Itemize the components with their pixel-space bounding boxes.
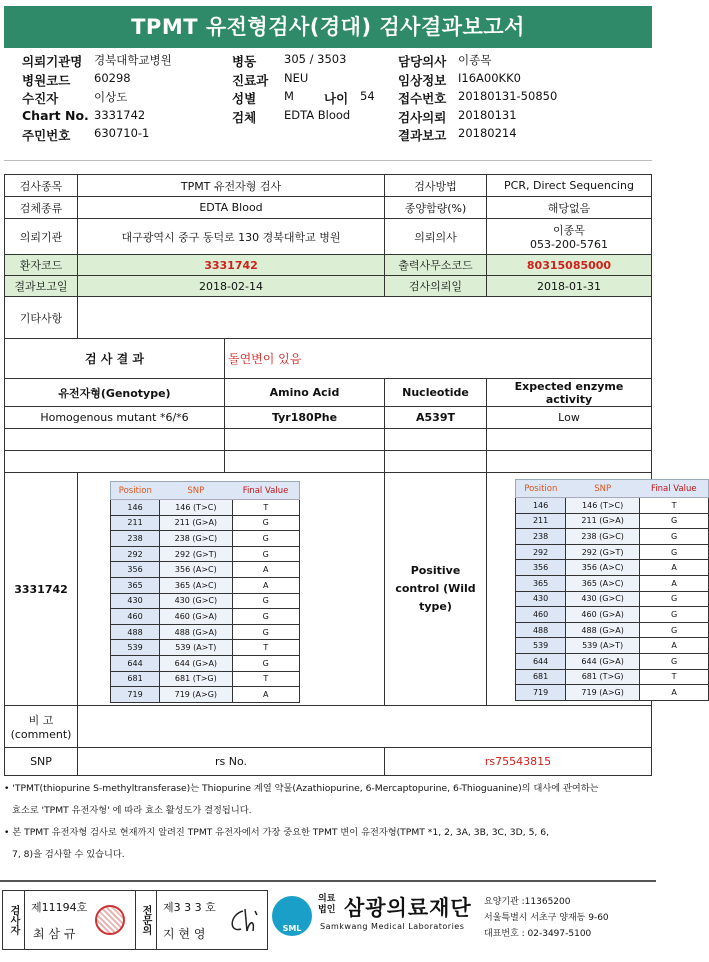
snp-cell: G: [640, 513, 709, 529]
snp-cell: 488: [111, 624, 160, 640]
snp-row: [516, 638, 709, 654]
snp-row: [516, 685, 709, 701]
sex-label: 성별: [232, 91, 257, 106]
snp-row: [516, 529, 709, 545]
snp-cell: T: [232, 500, 299, 516]
amino-value: Tyr180Phe: [225, 407, 385, 429]
method-label: 검사방법: [385, 175, 487, 197]
snp-row: [516, 653, 709, 669]
footer: [0, 880, 656, 952]
age-label: 나이: [324, 91, 349, 106]
snp-cell: 430: [516, 591, 566, 607]
snp-cell: 430 (G>C): [160, 593, 232, 609]
specimen-label: 검체: [232, 109, 257, 125]
snp-cell: 644 (G>A): [160, 655, 232, 671]
ward-value: 305 / 3503: [284, 52, 347, 66]
header-info: [22, 52, 642, 145]
hospital-label: 의뢰기관명: [22, 54, 83, 69]
snp-cell: 238: [516, 529, 566, 545]
result-value: 돌연변이 있음: [225, 339, 652, 379]
snp-cell: 356: [516, 560, 566, 576]
expert-no: 제3 3 3 호: [163, 901, 216, 914]
snp-cell: 238 (G>C): [160, 531, 232, 547]
snp-table-patient: [110, 481, 300, 703]
contact-block: [484, 894, 609, 942]
snp-row: [111, 593, 300, 609]
id-label: 주민번호: [22, 128, 71, 143]
snp-cell: 488 (G>A): [160, 624, 232, 640]
dept-value: NEU: [284, 70, 309, 85]
method-value: PCR, Direct Sequencing: [487, 175, 652, 197]
col-nucleo: Nucleotide: [385, 379, 487, 407]
snp-cell: 539 (A>T): [160, 640, 232, 656]
report-title: TPMT 유전형검사(경대) 검사결과보고서: [4, 6, 652, 48]
pcode-value: 3331742: [78, 255, 385, 276]
item-label: 검사종목: [5, 175, 78, 197]
snp-cell: G: [232, 515, 299, 531]
snp-cell: 681: [516, 669, 566, 685]
address: 서울특별시 서초구 양재동 9-60: [484, 913, 609, 923]
chart-value: 3331742: [94, 107, 146, 122]
snp-cell: 211 (G>A): [566, 513, 640, 529]
snp-cell: G: [232, 624, 299, 640]
snp-cell: G: [640, 622, 709, 638]
age-value: 54: [360, 89, 375, 103]
snp-cell: T: [640, 669, 709, 685]
snp-row: [516, 544, 709, 560]
snp-cell: 719: [516, 685, 566, 701]
snp-cell: 460: [516, 607, 566, 623]
snp-row: [111, 609, 300, 625]
doctor-value: 이종목: [458, 53, 492, 67]
tumor-label: 종양함량(%): [385, 197, 487, 219]
note-line: 효소로 'TPMT 유전자형' 에 따라 효소 활성도가 결정됩니다.: [12, 805, 252, 816]
snp-row: [111, 562, 300, 578]
snp-cell: 146 (T>C): [160, 500, 232, 516]
snp-cell: G: [232, 655, 299, 671]
snp-cell: A: [232, 687, 299, 703]
result-table: [4, 174, 697, 776]
snp-cell: A: [640, 685, 709, 701]
reqday-label: 검사의뢰일: [385, 276, 487, 297]
pcode-label: 환자코드: [5, 255, 78, 276]
col-genotype: 유전자형(Genotype): [5, 379, 225, 407]
snp-cell: A: [640, 638, 709, 654]
signature-icon: [225, 905, 261, 937]
snp-row: [516, 513, 709, 529]
org-prefix: 의료법인: [318, 894, 336, 915]
snp-row: [516, 622, 709, 638]
snp-cell: G: [232, 546, 299, 562]
snp-cell: 356: [111, 562, 160, 578]
reqdate-value: 20180131: [458, 107, 517, 122]
note-line: • 본 TPMT 유전자형 검사로 현재까지 알려진 TPMT 유전자에서 가장 중요한 TPMT 변이 유전자형(TPMT *1, 2, 3A, 3B, 3C, 3D, 5, 6,: [4, 827, 550, 838]
snp-cell: 681 (T>G): [160, 671, 232, 687]
specimen-value: EDTA Blood: [284, 107, 351, 122]
snp-sample-id: 3331742: [5, 473, 78, 706]
snp-cell: 539: [111, 640, 160, 656]
genotype-value: Homogenous mutant *6/*6: [5, 407, 225, 429]
snp-cell: G: [232, 609, 299, 625]
ward-label: 병동: [232, 54, 257, 69]
snp-cell: 238 (G>C): [566, 529, 640, 545]
repdate-label: 결과보고: [398, 128, 447, 143]
reqdoc-value: 이종목 053-200-5761: [487, 219, 652, 255]
nucleo-value: A539T: [385, 407, 487, 429]
snp-cell: 292: [111, 546, 160, 562]
snp-cell: 539: [516, 638, 566, 654]
clinical-label: 임상정보: [398, 72, 447, 88]
snp-header-cell: SNP: [566, 480, 640, 498]
inst-value: 대구광역시 중구 동덕로 130 경북대학교 병원: [78, 219, 385, 255]
sample-value: EDTA Blood: [78, 197, 385, 219]
snp-cell: 488 (G>A): [566, 622, 640, 638]
snp-cell: 539 (A>T): [566, 638, 640, 654]
snp-cell: 460 (G>A): [566, 607, 640, 623]
phone: 대표번호 : 02-3497-5100: [484, 929, 592, 939]
snp-row: [111, 655, 300, 671]
snp-header-cell: Position: [111, 482, 160, 500]
snp-cell: 211 (G>A): [160, 515, 232, 531]
outcode-value: 80315085000: [487, 255, 652, 276]
snp-cell: 365: [516, 575, 566, 591]
snp-cell: 681 (T>G): [566, 669, 640, 685]
id-value: 630710-1: [94, 126, 150, 140]
note-line: • 'TPMT(thiopurine S-methyltransferase)는 Thiopurine 계열 약물(Azathiopurine, 6-Mercaptopurine, 6-Thioguanine)의 대사에 관여하는: [4, 783, 599, 794]
snp-cell: 719 (A>G): [566, 685, 640, 701]
snp-cell: 430: [111, 593, 160, 609]
snp-row: [516, 575, 709, 591]
snp-header-cell: Final Value: [232, 482, 299, 500]
snp-row: [516, 498, 709, 514]
dept-label: 진료과: [232, 72, 269, 88]
snp-row: [111, 515, 300, 531]
org-name: 삼광의료재단: [344, 896, 472, 920]
repdate-value: 20180214: [458, 126, 517, 140]
snp-row: [111, 687, 300, 703]
snp-cell: G: [640, 653, 709, 669]
chart-label: Chart No.: [22, 107, 89, 123]
snp-cell: 644 (G>A): [566, 653, 640, 669]
seal-stamp: [95, 905, 125, 935]
snp-row: [111, 500, 300, 516]
comment-label: 비 고 (comment): [5, 706, 78, 748]
snp-cell: G: [232, 593, 299, 609]
doctor-label: 담당의사: [398, 54, 447, 69]
receipt-value: 20180131-50850: [458, 89, 558, 103]
hospcode-label: 병원코드: [22, 72, 71, 88]
receipt-label: 접수번호: [398, 91, 447, 106]
snp-label: SNP: [5, 748, 78, 776]
reqdoc-label: 의뢰의사: [385, 219, 487, 255]
snp-row: [111, 671, 300, 687]
snp-cell: 430 (G>C): [566, 591, 640, 607]
rs-label: rs No.: [78, 748, 385, 776]
snp-cell: 238: [111, 531, 160, 547]
receiver-label: 수진자: [22, 91, 59, 106]
snp-row: [111, 546, 300, 562]
snp-cell: 292 (G>T): [160, 546, 232, 562]
snp-row: [111, 624, 300, 640]
tester-label: 검사자: [3, 891, 25, 949]
snp-cell: 681: [111, 671, 160, 687]
snp-row: [516, 591, 709, 607]
snp-header-cell: Final Value: [640, 480, 709, 498]
col-amino: Amino Acid: [225, 379, 385, 407]
snp-cell: 719 (A>G): [160, 687, 232, 703]
positive-control-label: Positive control (Wild type): [385, 473, 487, 706]
etc-label: 기타사항: [5, 297, 78, 339]
snp-cell: G: [640, 529, 709, 545]
reqday-value: 2018-01-31: [487, 276, 652, 297]
snp-row: [111, 640, 300, 656]
etc-value: [78, 297, 652, 339]
enzyme-value: Low: [487, 407, 652, 429]
hospital-value: 경북대학교병원: [94, 53, 172, 67]
snp-cell: 488: [516, 622, 566, 638]
snp-cell: 292: [516, 544, 566, 560]
snp-cell: T: [232, 640, 299, 656]
repday-label: 결과보고일: [5, 276, 78, 297]
result-label: 검 사 결 과: [5, 339, 225, 379]
snp-cell: G: [232, 531, 299, 547]
snp-cell: 211: [516, 513, 566, 529]
expert-label: 전문의: [135, 891, 157, 949]
snp-cell: T: [232, 671, 299, 687]
tester-name: 최 삼 규: [33, 927, 76, 941]
rs-value: rs75543815: [385, 748, 652, 776]
snp-cell: 644: [516, 653, 566, 669]
snp-cell: A: [232, 562, 299, 578]
expert-name: 지 현 영: [163, 927, 206, 941]
col-enzyme: Expected enzyme activity: [487, 379, 652, 407]
tester-no: 제11194호: [31, 901, 88, 914]
snp-cell: 292 (G>T): [566, 544, 640, 560]
sample-label: 검체종류: [5, 197, 78, 219]
clinical-value: I16A00KK0: [458, 70, 521, 85]
snp-cell: G: [640, 607, 709, 623]
item-value: TPMT 유전자형 검사: [78, 175, 385, 197]
org-english: Samkwang Medical Laboratories: [320, 922, 465, 931]
snp-header-cell: Position: [516, 480, 566, 498]
snp-cell: 365 (A>C): [566, 575, 640, 591]
snp-cell: A: [640, 560, 709, 576]
snp-cell: 146: [516, 498, 566, 514]
snp-cell: 460: [111, 609, 160, 625]
signature-box: [2, 890, 268, 950]
hospcode-value: 60298: [94, 70, 131, 85]
receiver-value: 이상도: [94, 90, 128, 104]
notes: [4, 778, 652, 866]
reqdate-label: 검사의뢰: [398, 109, 447, 125]
snp-cell: A: [232, 577, 299, 593]
repday-value: 2018-02-14: [78, 276, 385, 297]
snp-row: [516, 607, 709, 623]
snp-table-control: [515, 479, 709, 701]
snp-cell: G: [640, 544, 709, 560]
snp-cell: 719: [111, 687, 160, 703]
snp-row: [111, 531, 300, 547]
snp-cell: 146 (T>C): [566, 498, 640, 514]
outcode-label: 출력사무소코드: [385, 255, 487, 276]
sex-value: M: [284, 89, 294, 103]
snp-cell: 356 (A>C): [566, 560, 640, 576]
snp-cell: 146: [111, 500, 160, 516]
divider: [4, 160, 652, 161]
snp-row: [516, 669, 709, 685]
snp-cell: 365: [111, 577, 160, 593]
snp-cell: 460 (G>A): [160, 609, 232, 625]
snp-cell: A: [640, 575, 709, 591]
note-line: 7, 8)을 검사할 수 있습니다.: [12, 849, 125, 860]
license-no: 요양기관 :11365200: [484, 897, 571, 907]
snp-cell: 211: [111, 515, 160, 531]
snp-row: [111, 577, 300, 593]
tumor-value: 해당없음: [487, 197, 652, 219]
sml-logo-icon: SML: [272, 896, 312, 936]
snp-cell: T: [640, 498, 709, 514]
snp-cell: 356 (A>C): [160, 562, 232, 578]
snp-cell: 365 (A>C): [160, 577, 232, 593]
snp-header-cell: SNP: [160, 482, 232, 500]
snp-cell: 644: [111, 655, 160, 671]
snp-row: [516, 560, 709, 576]
inst-label: 의뢰기관: [5, 219, 78, 255]
snp-cell: G: [640, 591, 709, 607]
